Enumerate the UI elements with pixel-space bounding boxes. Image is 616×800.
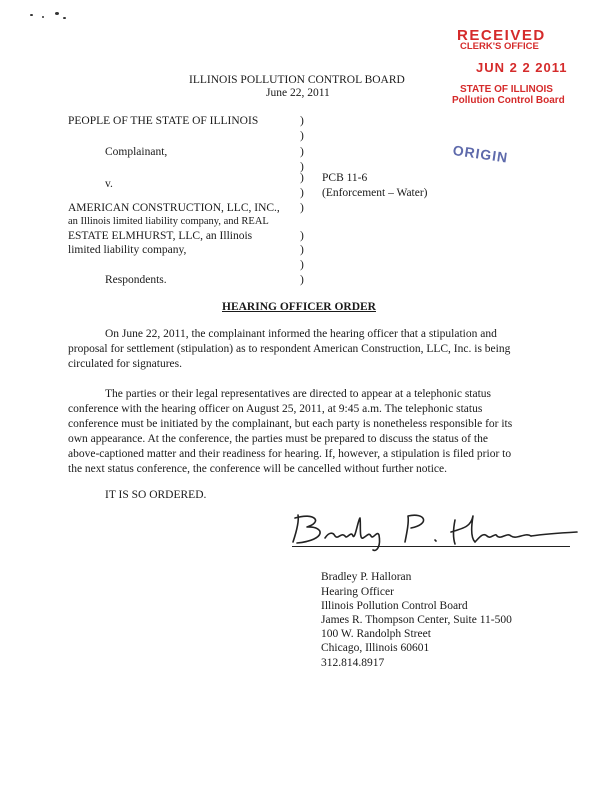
original-stamp-text: ORIGIN — [451, 142, 510, 166]
paren: ) — [300, 244, 304, 256]
paragraph-line: conference must be initiated by the complainant, but each party is nonetheless responsible for its — [68, 418, 513, 430]
signer-title: Hearing Officer — [321, 586, 394, 598]
signer-name: Bradley P. Halloran — [321, 571, 412, 583]
paren: ) — [300, 259, 304, 271]
stamp-date: JUN 2 2 2011 — [476, 60, 568, 75]
handwritten-signature — [285, 510, 585, 555]
caption-plaintiff: PEOPLE OF THE STATE OF ILLINOIS — [68, 115, 259, 127]
closing-statement: IT IS SO ORDERED. — [105, 489, 207, 501]
paren: ) — [300, 274, 304, 286]
caption-plaintiff-role: Complainant, — [105, 146, 168, 158]
signer-phone: 312.814.8917 — [321, 657, 385, 669]
paren: ) — [300, 146, 304, 158]
stamp-state-line2: Pollution Control Board — [452, 95, 565, 106]
caption-defendant-line: an Illinois limited liability company, and REAL — [68, 216, 269, 227]
caption-defendant-line: limited liability company, — [68, 244, 187, 256]
signer-address-line: Chicago, Illinois 60601 — [321, 642, 430, 654]
paren: ) — [300, 161, 304, 173]
order-date: June 22, 2011 — [266, 87, 330, 99]
caption-defendant-line: ESTATE ELMHURST, LLC, an Illinois — [68, 230, 253, 242]
scan-speck — [55, 12, 59, 15]
paragraph-line: the next status conference, the conference will be cancelled without further notice. — [68, 463, 448, 475]
signer-address-line: 100 W. Randolph Street — [321, 628, 431, 640]
stamp-clerks-office: CLERK'S OFFICE — [460, 41, 539, 52]
signer-organization: Illinois Pollution Control Board — [321, 600, 468, 612]
order-title: HEARING OFFICER ORDER — [222, 301, 376, 313]
original-stamp — [452, 142, 509, 166]
paren: ) — [300, 115, 304, 127]
paren: ) — [300, 230, 304, 242]
signature-line — [292, 546, 570, 547]
case-number: PCB 11-6 — [322, 172, 368, 184]
stamp-received-title: RECEIVED — [457, 27, 546, 44]
paren: ) — [300, 172, 304, 184]
caption-versus: v. — [105, 178, 113, 190]
paragraph-line: own appearance. At the conference, the parties must be prepared to discuss the status of the — [68, 433, 488, 445]
stamp-state-line1: STATE OF ILLINOIS — [460, 84, 553, 95]
caption-defendant-role: Respondents. — [105, 274, 167, 286]
scan-speck — [30, 14, 33, 16]
paren: ) — [300, 202, 304, 214]
board-name: ILLINOIS POLLUTION CONTROL BOARD — [189, 74, 405, 86]
paren: ) — [300, 130, 304, 142]
scan-speck — [42, 16, 44, 18]
case-type: (Enforcement – Water) — [322, 187, 428, 199]
paragraph-line: conference with the hearing officer on August 25, 2011, at 9:45 a.m. The telephonic status — [68, 403, 483, 415]
paragraph-line: circulated for signatures. — [68, 358, 182, 370]
paren: ) — [300, 187, 304, 199]
caption-defendant-line: AMERICAN CONSTRUCTION, LLC, INC., — [68, 202, 280, 214]
scan-speck — [63, 17, 66, 19]
paragraph-line: On June 22, 2011, the complainant informed the hearing officer that a stipulation and — [105, 328, 497, 340]
paragraph-line: above-captioned matter and their readiness for hearing. If, however, a stipulation is filed prior to — [68, 448, 512, 460]
paragraph-line: The parties or their legal representatives are directed to appear at a telephonic status — [105, 388, 492, 400]
paragraph-line: proposal for settlement (stipulation) as to respondent American Construction, LLC, Inc. is being — [68, 343, 511, 355]
signer-address-line: James R. Thompson Center, Suite 11-500 — [321, 614, 512, 626]
